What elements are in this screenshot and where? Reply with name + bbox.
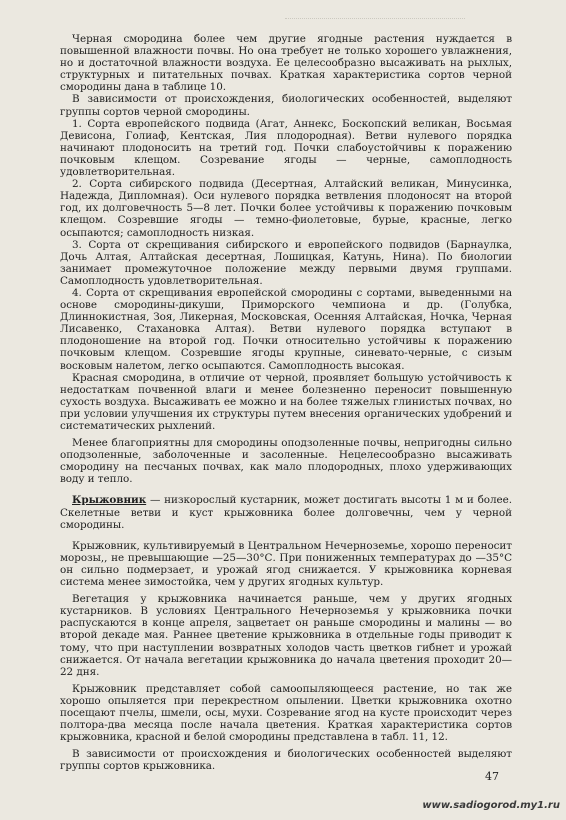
paragraph-gooseberry-frost: Крыжовник, культивируемый в Центральном Нечерноземье, хорошо переносит морозы,, не превышающие —25—30°С. При пониженных температурах до —35°С он сильно подмерзает, и урожай ягод снижается. У крыжовника корневая система менее зимостойка, чем у других ягодных культур. bbox=[60, 539, 512, 589]
page-number: 47 bbox=[485, 770, 499, 783]
paragraph-gooseberry-intro bbox=[60, 494, 512, 530]
gooseberry-intro-text: — низкорослый кустарник, может достигать высоты 1 м и более. Скелетные ветви и куст крыжовника более долговечны, чем у черной смородины. bbox=[60, 494, 512, 531]
paragraph-variety-groups: В зависимости от происхождения, биологических особенностей, выделяют группы сортов черной смородины. bbox=[60, 93, 512, 118]
paragraph-group-dikusha: 4. Сорта от скрещивания европейской смородины с сортами, выведенными на основе смородины-дикуши, Приморского чемпиона и др. (Голубка, Длиннокистная, Зоя, Ликерная, Московская, Осенняя Алтайская, Ночка, Черная Лисавенко, Стахановка Алтая). Ветви нулевого порядка вступают в плодоношение на второй год. Почки относительно устойчивы к поражению почковым клещом. Созревшие ягоды крупные, синевато-черные, с сизым восковым налетом, легко осыпаются. Самоплодность высокая. bbox=[60, 286, 512, 372]
paragraph-black-currant-moisture: Черная смородина более чем другие ягодные растения нуждается в повышенной влажности почвы. Но она требует не только хорошего увлажнения, но и достаточной влажности воздуха. Ее целесообразно высаживать на рыхлых, структурных и питательных почвах. Краткая характеристика сортов черной смородины дана в таблице 10. bbox=[60, 33, 512, 94]
paragraph-group-siberian: 2. Сорта сибирского подвида (Десертная, Алтайский великан, Минусинка, Надежда, Дипломная). Оси нулевого порядка ветвления плодоносят на второй год, их долговечность 5—8 лет. Почки более устойчивы к поражению почковым клещом. Созревшие ягоды — темно-фиолетовые, бурые, красные, легко осыпаются; самоплодность низкая. bbox=[60, 178, 512, 239]
gooseberry-term: Крыжовник bbox=[72, 494, 147, 507]
page-body bbox=[60, 33, 512, 772]
paragraph-soils: Менее благоприятны для смородины оподзоленные почвы, непригодны сильно оподзоленные, заболоченные и засоленные. Нецелесообразно высаживать смородину на песчаных почвах, как мало плодородных, плохо удерживающих воду и тепло. bbox=[60, 437, 512, 486]
paragraph-gooseberry-pollination: Крыжовник представляет собой самоопыляющееся растение, но так же хорошо опыляется при перекрестном опылении. Цветки крыжовника охотно посещают пчелы, шмели, осы, мухи. Созревание ягод на кусте происходит через полтора-два месяца после начала цветения. Краткая характеристика сортов крыжовника, красной и белой смородины представлена в табл. 11, 12. bbox=[60, 682, 512, 744]
paragraph-group-hybrid: 3. Сорта от скрещивания сибирского и европейского подвидов (Барнаулка, Дочь Алтая, Алтайская десертная, Лошицкая, Катунь, Нина). По биологии занимает промежуточное положение между первыми двумя группами. Самоплодность удовлетворительная. bbox=[60, 238, 512, 287]
paragraph-gooseberry-groups: В зависимости от происхождения и биологических особенностей выделяют группы сортов крыжовника. bbox=[60, 748, 512, 773]
site-watermark: www.sadiogorod.my1.ru bbox=[422, 800, 560, 811]
paragraph-gooseberry-vegetation: Вегетация у крыжовника начинается раньше, чем у других ягодных кустарников. В условиях Центрального Нечерноземья у крыжовника почки распускаются в конце апреля, зацветает он раньше смородины и малины — во второй декаде мая. Раннее цветение крыжовника в отдельные годы приводит к тому, что при наступлении возвратных холодов часть цветков гибнет и урожай снижается. От начала вегетации крыжовника до начала цветения проходит 20—22 дня. bbox=[60, 593, 512, 678]
faded-stamp bbox=[285, 18, 465, 29]
paragraph-red-currant: Красная смородина, в отличие от черной, проявляет большую устойчивость к недостаткам почвенной влаги и менее болезненно переносит повышенную сухость воздуха. Высаживать ее можно и на более тяжелых глинистых почвах, но при условии улучшения их структуры путем внесения органических удобрений и систематических рыхлений. bbox=[60, 371, 512, 432]
paragraph-group-european: 1. Сорта европейского подвида (Агат, Аннекс, Боскопский великан, Восьмая Девисона, Голиаф, Кентская, Лия плодородная). Ветви нулевого порядка начинают плодоносить на третий год. Почки слабоустойчивы к поражению почковым клещом. Созревание ягоды — черные, самоплодность удовлетворительная. bbox=[60, 117, 512, 179]
